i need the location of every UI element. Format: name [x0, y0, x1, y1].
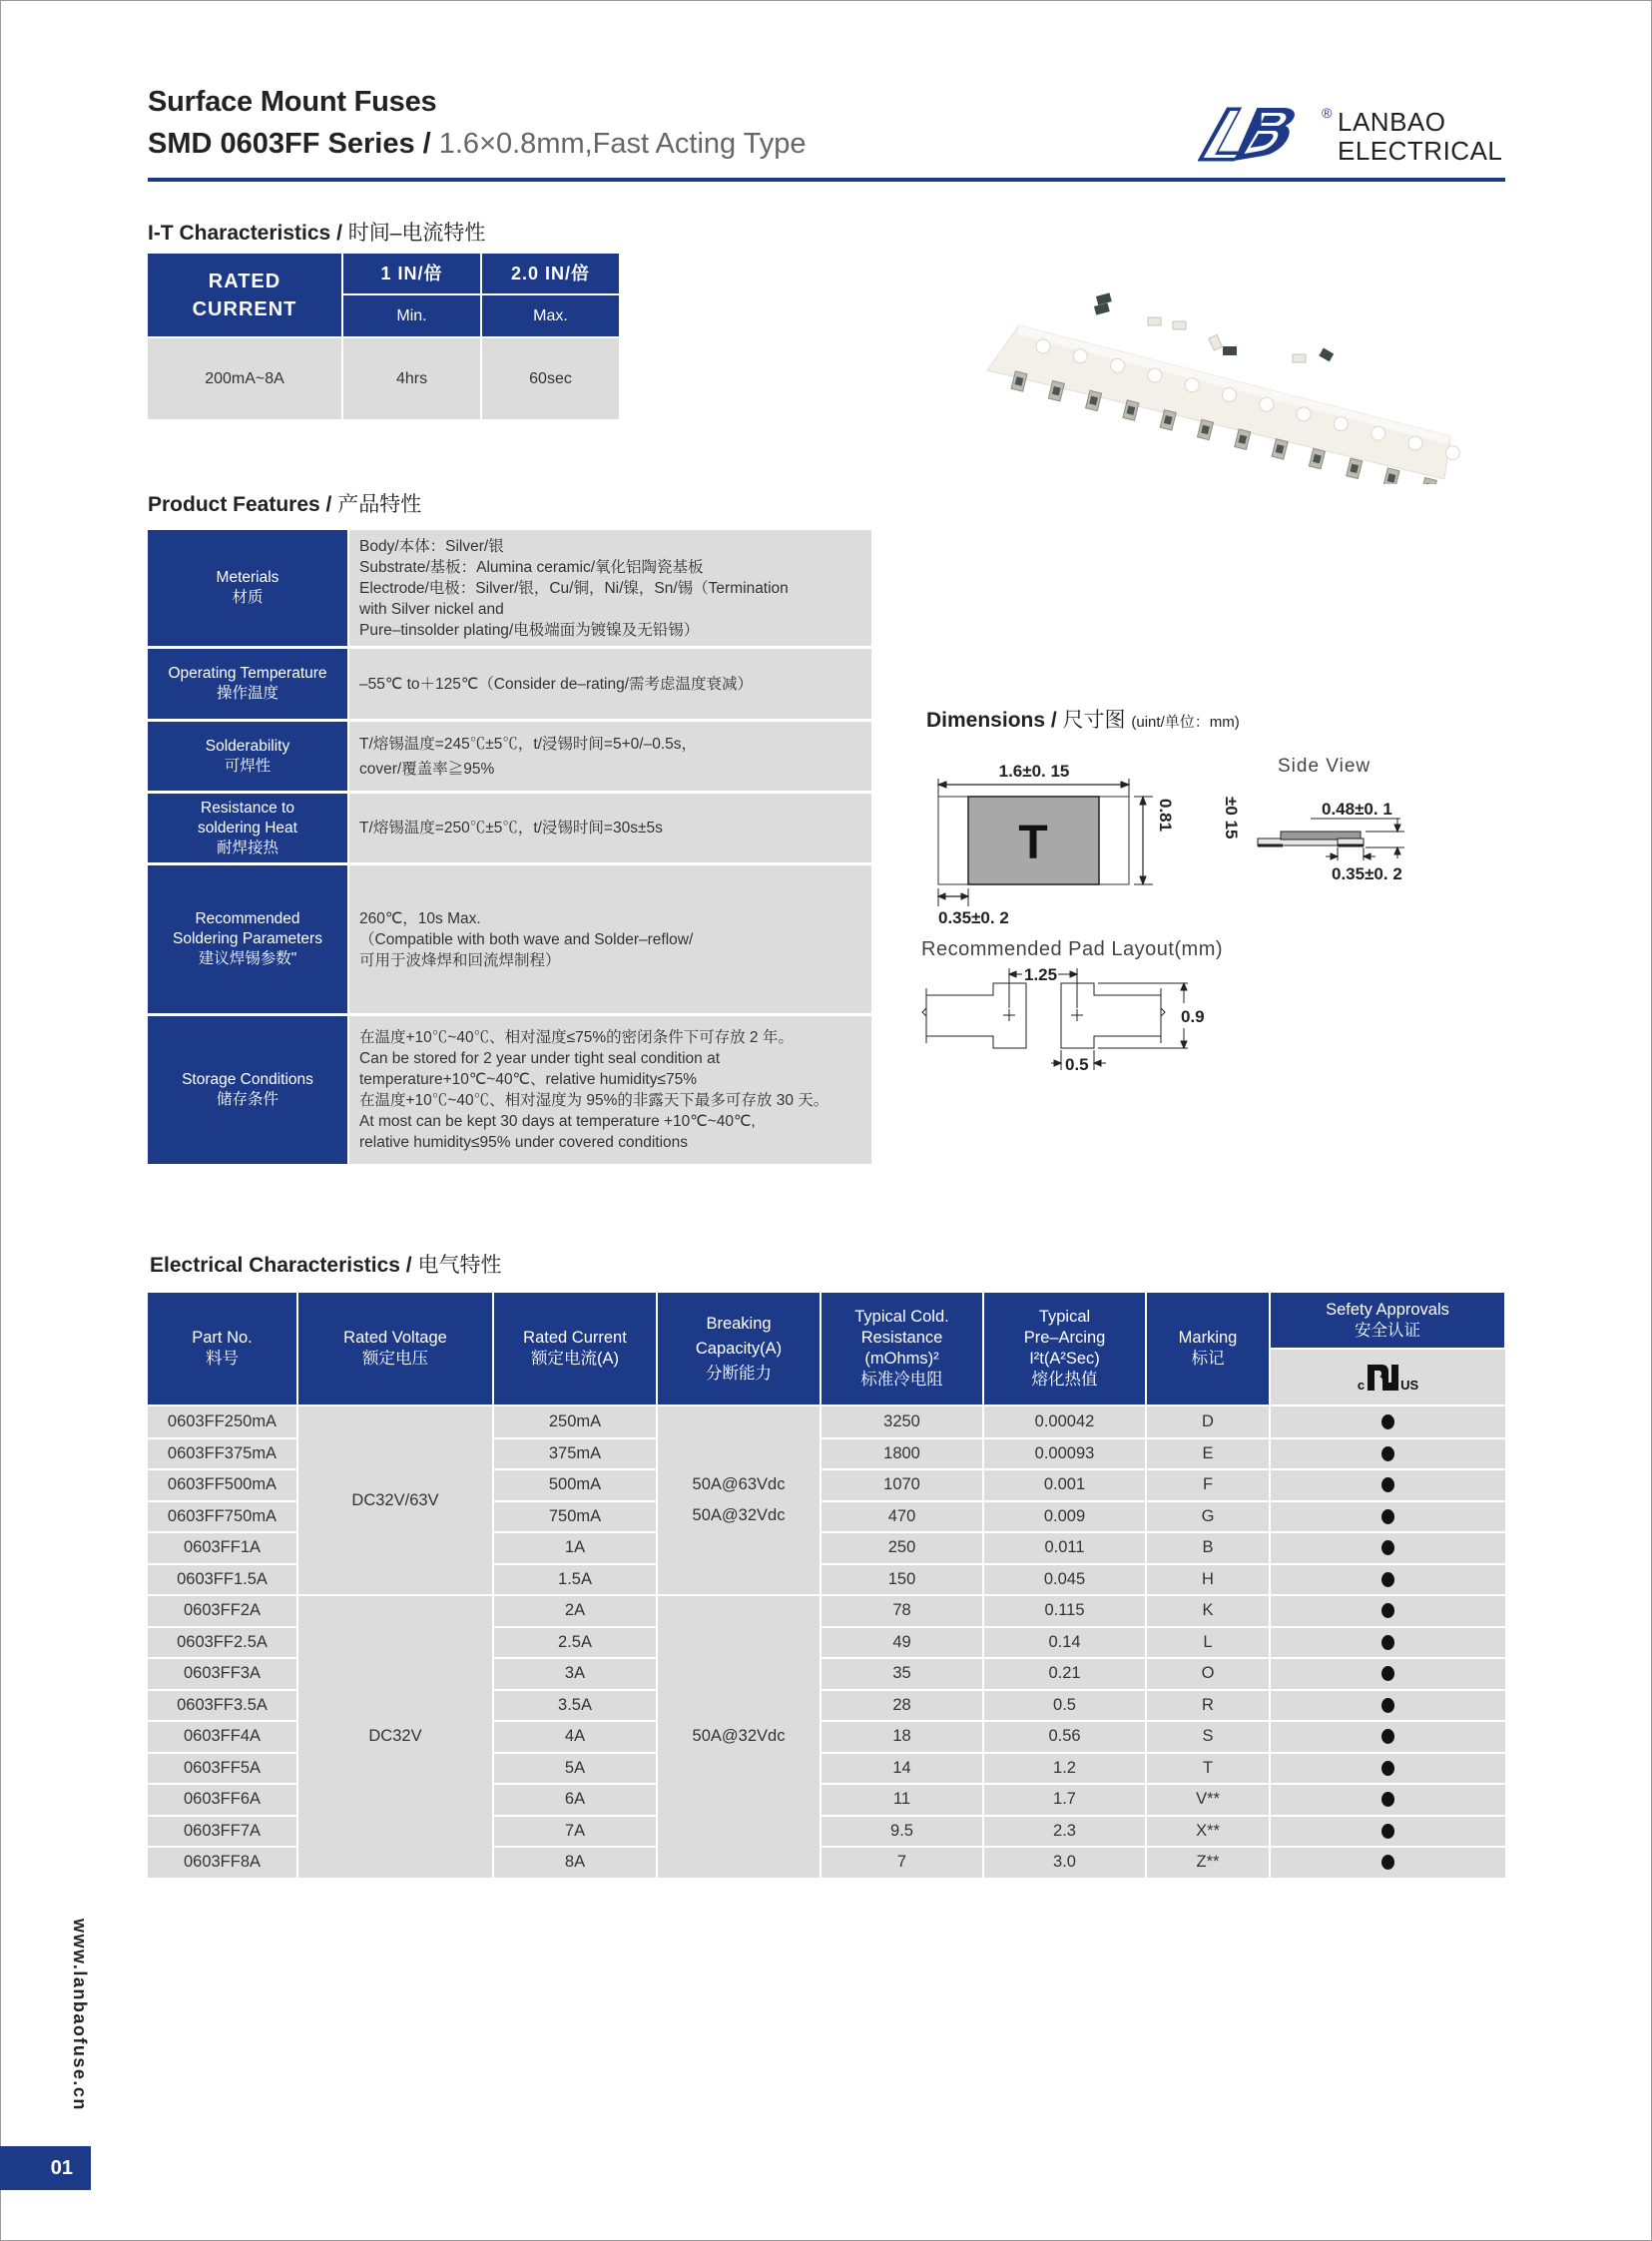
side-view-label: Side View	[1278, 756, 1372, 777]
cell-part: 0603FF750mA	[148, 1502, 296, 1532]
feature-row-solderability	[148, 722, 871, 791]
value-line: 可用于波烽焊和回流焊制程）	[359, 951, 561, 969]
cell-approval	[1271, 1848, 1505, 1878]
cell-marking: E	[1147, 1439, 1269, 1469]
approved-dot-icon	[1381, 1572, 1394, 1587]
sprocket-hole	[1372, 426, 1385, 440]
cell-marking: Z**	[1147, 1848, 1269, 1878]
cell-part: 0603FF1.5A	[148, 1565, 296, 1595]
label-en: Resistance to	[201, 799, 294, 817]
header-line: Typical	[1038, 1308, 1091, 1326]
label-en: Storage Conditions	[182, 1071, 313, 1088]
value-line: Substrate/基板：Alumina ceramic/氧化铝陶瓷基板	[359, 558, 704, 576]
cell-i2t: 0.00042	[984, 1406, 1145, 1437]
sprocket-hole	[1297, 407, 1311, 421]
cell-marking: D	[1147, 1406, 1269, 1437]
sprocket-hole	[1073, 349, 1087, 363]
sprocket-hole	[1148, 368, 1162, 382]
series-name: SMD 0603FF Series /	[148, 128, 431, 160]
header-cold-resistance	[822, 1293, 982, 1404]
cell-part: 0603FF6A	[148, 1785, 296, 1815]
col-1in-header: 1 IN/倍	[343, 254, 480, 293]
cell-i2t: 0.045	[984, 1565, 1145, 1595]
col-1in-sub: Min.	[343, 295, 480, 336]
value-line: At most can be kept 30 days at temperature +10℃~40℃,	[359, 1113, 756, 1130]
cell-current: 8A	[494, 1848, 656, 1878]
value-line: Pure–tinsolder plating/电极端面为镀镍及无铅锡）	[359, 621, 700, 639]
cell-i2t: 0.14	[984, 1628, 1145, 1658]
unit-note: (uint/单位：mm)	[1131, 714, 1240, 731]
feature-row-operating-temp	[148, 649, 871, 719]
dimensions-section-title	[926, 704, 1240, 734]
cell-current: 3A	[494, 1659, 656, 1689]
ul-logo-icon	[1366, 1363, 1399, 1393]
approved-dot-icon	[1381, 1540, 1394, 1555]
feature-value	[349, 722, 871, 791]
pad-width-dimension: 0.5	[1065, 1055, 1089, 1074]
fuse-chip	[1198, 419, 1214, 439]
header-line: 额定电压	[362, 1350, 428, 1368]
cell-i2t: 0.011	[984, 1533, 1145, 1563]
cell-approval	[1271, 1439, 1505, 1469]
approved-dot-icon	[1381, 1824, 1394, 1839]
cell-approval	[1271, 1691, 1505, 1721]
sprocket-hole	[1408, 436, 1422, 450]
cell-i2t: 0.56	[984, 1722, 1145, 1752]
cell-part: 0603FF4A	[148, 1722, 296, 1752]
header-breaking-capacity	[658, 1293, 820, 1404]
pad-height-dimension: 0.9	[1181, 1007, 1205, 1026]
cell-current: 1.5A	[494, 1565, 656, 1595]
cell-approval	[1271, 1533, 1505, 1563]
cell-i2t: 3.0	[984, 1848, 1145, 1878]
features-title-en: Product Features /	[148, 493, 332, 516]
header-line: (mOhms)²	[864, 1350, 939, 1368]
fuse-chip	[1272, 439, 1288, 459]
cell-approval	[1271, 1817, 1505, 1847]
rated-header-line1: RATED	[208, 270, 281, 292]
loose-fuses	[1094, 292, 1334, 362]
cell-resistance: 11	[822, 1785, 982, 1815]
label-cn: 耐焊接热	[216, 839, 278, 856]
pad-layout-title: Recommended Pad Layout(mm)	[921, 938, 1224, 960]
cul-us-icon	[1358, 1363, 1418, 1393]
feature-label	[148, 649, 347, 719]
page-number: 01	[0, 2146, 91, 2190]
cell-i2t: 1.2	[984, 1754, 1145, 1784]
cell-approval	[1271, 1406, 1505, 1437]
feature-row-soldering-params	[148, 865, 871, 1013]
features-section-title	[148, 488, 421, 518]
cell-approval	[1271, 1785, 1505, 1815]
value-line: 260℃，10s Max.	[359, 909, 481, 927]
value-line: （Compatible with both wave and Solder–reflow/	[359, 930, 694, 948]
cell-current: 500mA	[494, 1470, 656, 1500]
sprocket-hole	[1260, 397, 1274, 411]
cell-part: 0603FF2.5A	[148, 1628, 296, 1658]
cell-current: 750mA	[494, 1502, 656, 1532]
cell-resistance: 3250	[822, 1406, 982, 1437]
cell-resistance: 250	[822, 1533, 982, 1563]
header-line: 标记	[1191, 1350, 1225, 1368]
fuse-chip	[1160, 410, 1176, 430]
col-2in-header: 2.0 IN/倍	[482, 254, 619, 293]
value-line: 在温度+10℃~40℃、相对湿度≤75%的密闭条件下可存放 2 年。	[359, 1029, 794, 1046]
cell-part: 0603FF8A	[148, 1848, 296, 1878]
brand-line-2: ELECTRICAL	[1338, 136, 1503, 166]
side-terminal-dimension: 0.35±0. 2	[1332, 864, 1402, 883]
it-title-en: I-T Characteristics /	[148, 222, 342, 245]
thickness-dimension: 0.48±0. 1	[1322, 800, 1392, 819]
brand-line-1: LANBAO	[1338, 107, 1446, 137]
cell-marking: R	[1147, 1691, 1269, 1721]
cell-resistance: 1070	[822, 1470, 982, 1500]
cell-current: 6A	[494, 1785, 656, 1815]
value-line: temperature+10℃~40℃、relative humidity≤75%	[359, 1071, 697, 1088]
cell-marking: S	[1147, 1722, 1269, 1752]
cell-i2t: 0.21	[984, 1659, 1145, 1689]
label-cn: 可焊性	[224, 757, 272, 775]
electrical-title-cn: 电气特性	[417, 1254, 502, 1277]
fuse-chip	[1309, 448, 1325, 468]
label-cn: 储存条件	[216, 1091, 278, 1108]
feature-value	[349, 865, 871, 1013]
header-rated-current	[494, 1293, 656, 1404]
cell-marking: G	[1147, 1502, 1269, 1532]
cell-part: 0603FF2A	[148, 1596, 296, 1626]
cell-current: 2A	[494, 1596, 656, 1626]
cell-rated-voltage: DC32V/63V	[298, 1406, 492, 1594]
sprocket-hole	[1111, 358, 1125, 372]
cell-i2t: 1.7	[984, 1785, 1145, 1815]
feature-label	[148, 865, 347, 1013]
feature-value	[349, 1016, 871, 1164]
cell-i2t: 0.00093	[984, 1439, 1145, 1469]
cell-part: 0603FF1A	[148, 1533, 296, 1563]
feature-value	[349, 649, 871, 719]
cell-resistance: 35	[822, 1659, 982, 1689]
side-view-drawing	[1258, 819, 1404, 860]
approved-dot-icon	[1381, 1446, 1394, 1461]
electrical-title-en: Electrical Characteristics /	[150, 1254, 412, 1277]
header-line: 安全认证	[1355, 1321, 1420, 1340]
sprocket-hole	[1036, 339, 1050, 353]
cell-part: 0603FF3A	[148, 1659, 296, 1689]
col-2in-value: 60sec	[482, 338, 619, 419]
it-title-cn: 时间–电流特性	[347, 222, 486, 245]
approved-dot-icon	[1381, 1635, 1394, 1650]
electrical-section-title	[150, 1249, 502, 1279]
header-line: 标准冷电阻	[860, 1371, 943, 1389]
cell-resistance: 18	[822, 1722, 982, 1752]
header-line: Resistance	[860, 1329, 943, 1347]
approved-dot-icon	[1381, 1855, 1394, 1870]
breaking-capacity-value: 50A@63Vdc	[692, 1475, 786, 1493]
cell-marking: T	[1147, 1754, 1269, 1784]
col-2in-sub: Max.	[482, 295, 619, 336]
cell-marking: O	[1147, 1659, 1269, 1689]
cell-current: 2.5A	[494, 1628, 656, 1658]
cell-approval	[1271, 1659, 1505, 1689]
col-1in-value: 4hrs	[343, 338, 480, 419]
fuse-chip	[1420, 478, 1436, 484]
approved-dot-icon	[1381, 1698, 1394, 1713]
value-line: Body/本体：Silver/银	[359, 537, 504, 555]
it-section-title	[148, 217, 485, 247]
header-line: 熔化热值	[1031, 1371, 1098, 1389]
label-en: Meterials	[216, 569, 279, 586]
feature-label	[148, 722, 347, 791]
header-line: 分断能力	[706, 1364, 772, 1383]
website-vertical	[62, 1919, 102, 2118]
value-line: 在温度+10℃~40℃、相对湿度为 95%的非露天下最多可存放 30 天。	[359, 1092, 829, 1109]
cell-part: 0603FF5A	[148, 1754, 296, 1784]
cell-resistance: 28	[822, 1691, 982, 1721]
label-cn: 建议焊锡参数"	[198, 950, 297, 967]
fuse-chip	[1347, 458, 1363, 478]
breaking-capacity-value: 50A@32Vdc	[692, 1506, 786, 1524]
label-en: Recommended	[195, 910, 300, 927]
header-rated-voltage	[298, 1293, 492, 1404]
cell-i2t: 0.115	[984, 1596, 1145, 1626]
series-description: 1.6×0.8mm,Fast Acting Type	[438, 128, 807, 160]
cell-resistance: 150	[822, 1565, 982, 1595]
label-en: Operating Temperature	[168, 665, 327, 682]
feature-label	[148, 530, 347, 646]
value-line: T/熔锡温度=250℃±5℃，t/浸锡时间=30s±5s	[359, 820, 663, 837]
cell-resistance: 470	[822, 1502, 982, 1532]
feature-label	[148, 794, 347, 862]
cell-marking: F	[1147, 1470, 1269, 1500]
cell-i2t: 0.009	[984, 1502, 1145, 1532]
header-line: Typical Cold.	[854, 1308, 949, 1326]
cell-current: 1A	[494, 1533, 656, 1563]
cell-resistance: 1800	[822, 1439, 982, 1469]
feature-row-materials	[148, 530, 871, 646]
cell-marking: K	[1147, 1596, 1269, 1626]
feature-label	[148, 1016, 347, 1164]
features-title-cn: 产品特性	[337, 493, 422, 516]
cul-c: c	[1357, 1377, 1366, 1393]
value-line: with Silver nickel and	[359, 600, 504, 618]
cell-approval	[1271, 1628, 1505, 1658]
dimensions-title-cn: 尺寸图	[1062, 709, 1126, 732]
cell-i2t: 2.3	[984, 1817, 1145, 1847]
cell-i2t: 0.001	[984, 1470, 1145, 1500]
cell-approval	[1271, 1470, 1505, 1500]
value-line: –55℃ to＋125℃（Consider de–rating/需考虑温度衰减）	[359, 675, 754, 693]
cell-resistance: 9.5	[822, 1817, 982, 1847]
fuse-chip	[1383, 468, 1399, 484]
approved-dot-icon	[1381, 1414, 1394, 1429]
value-line: Can be stored for 2 year under tight seal condition at	[359, 1050, 721, 1067]
page-title: Surface Mount Fuses	[148, 86, 437, 118]
cell-i2t: 0.5	[984, 1691, 1145, 1721]
cell-breaking-capacity	[658, 1596, 820, 1878]
header-line: Marking	[1178, 1329, 1238, 1347]
cell-marking: L	[1147, 1628, 1269, 1658]
cell-marking: B	[1147, 1533, 1269, 1563]
fuse-marking-letter: T	[1018, 817, 1048, 869]
cell-approval	[1271, 1596, 1505, 1626]
header-line: 料号	[206, 1350, 239, 1368]
header-line: Breaking	[706, 1314, 772, 1333]
sprocket-hole	[1185, 378, 1199, 392]
cell-part: 0603FF375mA	[148, 1439, 296, 1469]
rated-value: 200mA~8A	[148, 338, 341, 419]
cell-resistance: 78	[822, 1596, 982, 1626]
label-cn: 操作温度	[216, 685, 278, 702]
cell-approval	[1271, 1502, 1505, 1532]
value-line: relative humidity≤95% under covered conditions	[359, 1134, 689, 1151]
cell-approval	[1271, 1754, 1505, 1784]
approved-dot-icon	[1381, 1666, 1394, 1681]
brand-name	[1338, 108, 1502, 166]
label-en: Soldering Parameters	[173, 930, 322, 947]
cul-us: US	[1400, 1377, 1419, 1393]
cell-resistance: 7	[822, 1848, 982, 1878]
product-photo	[973, 284, 1462, 484]
value-line: Electrode/电极：Silver/银，Cu/铜，Ni/镍，Sn/锡（Termination	[359, 579, 789, 597]
cell-breaking-capacity	[658, 1406, 820, 1594]
series-title	[148, 128, 807, 161]
feature-value	[349, 794, 871, 862]
feature-row-storage	[148, 1016, 871, 1164]
cell-resistance: 14	[822, 1754, 982, 1784]
fuse-chip	[1235, 429, 1251, 449]
header-line: Rated Voltage	[343, 1329, 447, 1347]
approved-dot-icon	[1381, 1761, 1394, 1776]
cell-part: 0603FF3.5A	[148, 1691, 296, 1721]
dimensions-title-en: Dimensions /	[926, 709, 1057, 732]
cell-marking: V**	[1147, 1785, 1269, 1815]
dimension-drawings	[898, 739, 1457, 1098]
length-dimension: 1.6±0. 15	[998, 762, 1070, 781]
header-marking	[1147, 1293, 1269, 1404]
breaking-capacity-value: 50A@32Vdc	[692, 1727, 786, 1746]
approved-dot-icon	[1381, 1509, 1394, 1524]
cell-approval	[1271, 1722, 1505, 1752]
cell-current: 5A	[494, 1754, 656, 1784]
website-url: www.lanbaofuse.cn	[70, 1919, 90, 2111]
label-cn: 材质	[232, 589, 264, 606]
electrical-table	[148, 1293, 1505, 1879]
cul-us-mark-cell	[1271, 1350, 1505, 1404]
header-line: Rated Current	[523, 1329, 627, 1347]
rated-current-header	[148, 254, 341, 336]
label-en: soldering Heat	[198, 819, 297, 837]
cell-marking: H	[1147, 1565, 1269, 1595]
header-line: Pre–Arcing	[1023, 1329, 1106, 1347]
feature-row-resistance-heat	[148, 794, 871, 862]
cell-rated-voltage: DC32V	[298, 1596, 492, 1878]
approved-dot-icon	[1381, 1603, 1394, 1618]
header-part-no	[148, 1293, 296, 1404]
sprocket-hole	[1223, 388, 1237, 402]
header-rule	[148, 178, 1505, 182]
cell-current: 250mA	[494, 1406, 656, 1437]
label-en: Solderability	[205, 737, 290, 755]
value-line: cover/覆盖率≧95%	[359, 760, 495, 778]
approved-dot-icon	[1381, 1729, 1394, 1744]
header-line: Part No.	[192, 1329, 253, 1347]
rated-header-line2: CURRENT	[192, 297, 297, 320]
height-dimension: 0.81	[1156, 799, 1175, 833]
it-table	[148, 254, 619, 419]
registered-mark: ®	[1322, 105, 1333, 121]
cell-approval	[1271, 1565, 1505, 1595]
terminal-dimension: 0.35±0. 2	[938, 908, 1009, 927]
cell-marking: X**	[1147, 1817, 1269, 1847]
cell-current: 7A	[494, 1817, 656, 1847]
cell-part: 0603FF250mA	[148, 1406, 296, 1437]
header-line: Capacity(A)	[695, 1339, 783, 1358]
header-safety-approvals	[1271, 1293, 1504, 1348]
cell-current: 4A	[494, 1722, 656, 1752]
header-line: Sefety Approvals	[1326, 1300, 1449, 1319]
sprocket-hole	[1445, 446, 1459, 460]
cell-part: 0603FF500mA	[148, 1470, 296, 1500]
cell-resistance: 49	[822, 1628, 982, 1658]
sprocket-hole	[1334, 417, 1348, 431]
approved-dot-icon	[1381, 1477, 1394, 1492]
header-pre-arcing	[984, 1293, 1145, 1404]
feature-value	[349, 530, 871, 646]
approved-dot-icon	[1381, 1792, 1394, 1807]
header-line: I²t(A²Sec)	[1029, 1350, 1100, 1368]
cell-part: 0603FF7A	[148, 1817, 296, 1847]
height-tolerance: ±0 15	[1222, 797, 1241, 840]
header-line: 额定电流(A)	[531, 1350, 619, 1368]
pad-pitch-dimension: 1.25	[1024, 965, 1058, 984]
cell-current: 3.5A	[494, 1691, 656, 1721]
cell-current: 375mA	[494, 1439, 656, 1469]
value-line: T/熔锡温度=245℃±5℃，t/浸锡时间=5+0/–0.5s，	[359, 735, 697, 753]
lb-logo-icon	[1198, 100, 1338, 170]
